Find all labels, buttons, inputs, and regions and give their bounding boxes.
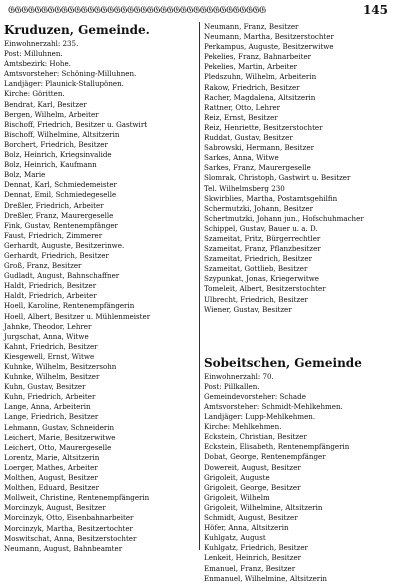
- directory-entry: Neumann, August, Bahnbeamter: [4, 543, 123, 553]
- directory-entry: Szameitat, Franz, Pflanzbesitzer: [204, 244, 321, 254]
- right-entry-list-bottom: [204, 372, 394, 584]
- directory-entry: Grigoleit, Auguste: [204, 472, 270, 482]
- directory-entry: Perkampus, Auguste, Besitzerwitwe: [204, 42, 334, 52]
- directory-entry: Borchert, Friedrich, Besitzer: [4, 139, 108, 149]
- directory-entry: Grigoleit, Wilhelm: [204, 492, 270, 502]
- section-heading-kruduzen: Kruduzen, Gemeinde.: [4, 23, 150, 37]
- directory-entry: Fink, Gustav, Rentenempfänger: [4, 220, 118, 230]
- directory-entry: Szameitat, Friedrich, Besitzer: [204, 254, 312, 264]
- directory-entry: Eckstein, Elisabeth, Rentenempfängerin: [204, 442, 350, 452]
- directory-entry: Moswitschat, Anna, Besitzerstochter: [4, 533, 137, 543]
- directory-entry: Dobat, George, Rentenempfänger: [204, 452, 326, 462]
- directory-entry: Post: Milluhnen.: [4, 49, 63, 59]
- directory-entry: Neumann, Martha, Besitzerstochter: [204, 32, 334, 42]
- directory-entry: Lorentz, Marie, Altsitzerin: [4, 452, 100, 462]
- directory-entry: Grigoleit, George, Besitzer: [204, 482, 301, 492]
- directory-entry: Landjäger: Plaunick-Stallupönen.: [4, 79, 124, 89]
- directory-entry: Bischoff, Friedrich, Besitzer u. Gastwirt: [4, 119, 148, 129]
- directory-entry: Pekelies, Martin, Arbeiter: [204, 62, 298, 72]
- directory-entry: Leichert, Marie, Besitzerwitwe: [4, 432, 116, 442]
- directory-entry: Slomrak, Christoph, Gastwirt u. Besitzer: [204, 173, 351, 183]
- directory-entry: Gerhardt, Auguste, Besitzerinwe.: [4, 240, 125, 250]
- directory-entry: Reiz, Henriette, Besitzerstochter: [204, 122, 323, 132]
- directory-entry: Kahnt, Friedrich, Besitzer: [4, 341, 98, 351]
- directory-entry: Groß, Franz, Besitzer: [4, 261, 82, 271]
- directory-entry: Schertmutzki, Johann jun., Hofschuhmacher: [204, 213, 364, 223]
- directory-entry: Dennat, Karl, Schmiedemeister: [4, 180, 117, 190]
- directory-entry: Landjäger: Lupp-Mehlkehmen.: [204, 412, 316, 422]
- directory-entry: Emanuel, Franz, Besitzer: [204, 563, 296, 573]
- directory-entry: Szameitat, Fritz, Bürgerrechtler: [204, 233, 321, 243]
- directory-entry: Bolz, Heinrich, Kaufmann: [4, 160, 97, 170]
- directory-entry: Reiz, Ernst, Besitzer: [204, 112, 278, 122]
- directory-entry: Haldt, Friedrich, Besitzer: [4, 281, 97, 291]
- directory-entry: Gemeindevorsteher: Schade: [204, 391, 306, 401]
- directory-entry: Sarkes, Franz, Maurergeselle: [204, 163, 311, 173]
- right-column: [204, 22, 394, 583]
- directory-entry: Gudladt, August, Bahnschaffner: [4, 271, 120, 281]
- directory-entry: Dreßler, Franz, Maurergeselle: [4, 210, 114, 220]
- directory-entry: Hoell, Karoline, Rentenempfängerin: [4, 301, 135, 311]
- directory-entry: Szameitat, Gottlieb, Besitzer: [204, 264, 308, 274]
- directory-entry: Bendrat, Karl, Besitzer: [4, 99, 87, 109]
- directory-entry: Höfer, Anna, Altsitzerin: [204, 523, 289, 533]
- directory-entry: Kiesgewell, Ernst, Witwe: [4, 351, 95, 361]
- directory-entry: Szypunkat, Jonas, Kriegerwitwe: [204, 274, 319, 284]
- directory-entry: Bolz, Marie: [4, 170, 46, 180]
- directory-entry: Eckstein, Christian, Besitzer: [204, 432, 307, 442]
- directory-entry: Schmidt, August, Besitzer: [204, 513, 298, 523]
- directory-entry: Molthen, August, Besitzer: [4, 473, 98, 483]
- directory-entry: Ruddat, Gustav, Besitzer: [204, 133, 293, 143]
- directory-entry: Sarkes, Anna, Witwe: [204, 153, 279, 163]
- directory-entry: Enmanuel, Wilhelmine, Altsitzerin: [204, 573, 327, 583]
- directory-entry: Kuhn, Gustav, Besitzer: [4, 382, 86, 392]
- directory-entry: Dreßler, Friedrich, Arbeiter: [4, 200, 104, 210]
- ornamental-header-rule: 𝔊𝔊𝔊𝔊𝔊𝔊𝔊𝔊𝔊𝔊𝔊𝔊𝔊𝔊𝔊𝔊𝔊𝔊𝔊𝔊𝔊𝔊𝔊𝔊𝔊𝔊𝔊𝔊𝔊𝔊𝔊𝔊𝔊𝔊𝔊𝔊𝔊𝔊𝔊: [8, 5, 266, 16]
- right-entry-list-top: [204, 22, 394, 315]
- directory-entry: Ulbrecht, Friedrich, Besitzer: [204, 294, 308, 304]
- directory-entry: Bischoff, Wilhelmine, Altsitzerin: [4, 129, 120, 139]
- directory-entry: Rattner, Otto, Lehrer: [204, 102, 281, 112]
- left-column: [4, 22, 194, 552]
- directory-entry: Haldt, Friedrich, Arbeiter: [4, 291, 97, 301]
- directory-entry: Morcinzyk, Martha, Besitzertochter: [4, 523, 133, 533]
- directory-entry: Lenkeit, Heinrich, Besitzer: [204, 553, 302, 563]
- directory-entry: Gerhardt, Friedrich, Besitzer: [4, 250, 109, 260]
- directory-entry: Loerger, Mathes, Arbeiter: [4, 462, 98, 472]
- left-entry-list: [4, 39, 194, 554]
- directory-entry: Jahnke, Theodor, Lehrer: [4, 321, 92, 331]
- directory-entry: Neumann, Franz, Besitzer: [204, 22, 299, 31]
- directory-entry: Lange, Anna, Arbeiterin: [4, 402, 91, 412]
- directory-entry: Kuhn, Friedrich, Arbeiter: [4, 392, 96, 402]
- directory-entry: Pledszuhn, Wilhelm, Arbeiterin: [204, 72, 317, 82]
- directory-entry: Einwohnerzahl: 235.: [4, 39, 79, 48]
- directory-entry: Sabrowski, Hermann, Besitzer: [204, 143, 314, 153]
- directory-entry: Kuhnke, Wilhelm, Besitzersohn: [4, 362, 117, 371]
- directory-entry: Faust, Friedrich, Zimmerer: [4, 230, 103, 240]
- section-gap: [204, 315, 394, 355]
- directory-entry: Wiener, Gustav, Besitzer: [204, 304, 292, 314]
- directory-entry: Amtsbezirk: Hohe.: [4, 59, 71, 69]
- directory-entry: Tel. Wilhelmsberg 230: [204, 183, 285, 193]
- directory-entry: Tomeleit, Albert, Besitzerstochter: [204, 284, 326, 294]
- directory-entry: Pekelies, Franz, Bahnarbeiter: [204, 52, 312, 62]
- directory-entry: Dennat, Emil, Schmiedegeselle: [4, 190, 117, 200]
- directory-entry: Bolz, Heinrich, Kriegsinvalide: [4, 150, 112, 160]
- directory-entry: Lange, Friedrich, Besitzer: [4, 412, 99, 422]
- page-number: 145: [362, 3, 388, 17]
- directory-entry: Amtsvorsteher: Schöning-Milluhnen.: [4, 69, 137, 79]
- directory-entry: Kuhlgatz, Friedrich, Besitzer: [204, 543, 308, 553]
- directory-entry: Molthen, Eduard, Besitzer: [4, 483, 99, 493]
- directory-entry: Kirche: Mehlkehmen.: [204, 422, 282, 432]
- directory-entry: Kuhlgatz, August: [204, 533, 266, 543]
- directory-entry: Lehmann, Gustav, Schneiderin: [4, 422, 115, 432]
- directory-entry: Mollweit, Christine, Rentenempfängerin: [4, 493, 150, 503]
- directory-entry: Kirche: Göritten.: [4, 89, 65, 99]
- directory-entry: Kuhnke, Wilhelm, Besitzer: [4, 372, 100, 382]
- directory-entry: Bergen, Wilhelm, Arbeiter: [4, 109, 99, 119]
- directory-entry: Dowereit, August, Besitzer: [204, 462, 301, 472]
- directory-entry: Schermutzki, Johann, Besitzer: [204, 203, 314, 213]
- directory-entry: Morcinzyk, Otto, Eisenbahnarbeiter: [4, 513, 134, 523]
- directory-entry: Schippel, Gustav, Bauer u. a. D.: [204, 223, 318, 233]
- directory-entry: Post: Pillkallen.: [204, 381, 260, 391]
- directory-entry: Hoell, Albert, Besitzer u. Mühlenmeister: [4, 311, 151, 321]
- section-heading-sobeitschen: Sobeitschen, Gemeinde: [204, 355, 362, 370]
- directory-entry: Skwirblies, Martha, Postamtsgehilfin: [204, 193, 338, 203]
- directory-entry: Jurgschat, Anna, Witwe: [4, 331, 89, 341]
- directory-entry: Einwohnerzahl: 70.: [204, 371, 274, 381]
- directory-entry: Amtsvorsteher: Schmidt-Mehlkehmen.: [204, 402, 343, 411]
- directory-entry: Leichert, Otto, Maurergeselle: [4, 442, 112, 452]
- directory-entry: Morcinzyk, August, Besitzer: [4, 503, 106, 513]
- directory-entry: Grigoleit, Wilhelmine, Altsitzerin: [204, 502, 323, 512]
- directory-entry: Rakow, Friedrich, Besitzer: [204, 82, 300, 92]
- column-divider: [199, 22, 200, 550]
- directory-entry: Racher, Magdalena, Altsitzerin: [204, 92, 316, 102]
